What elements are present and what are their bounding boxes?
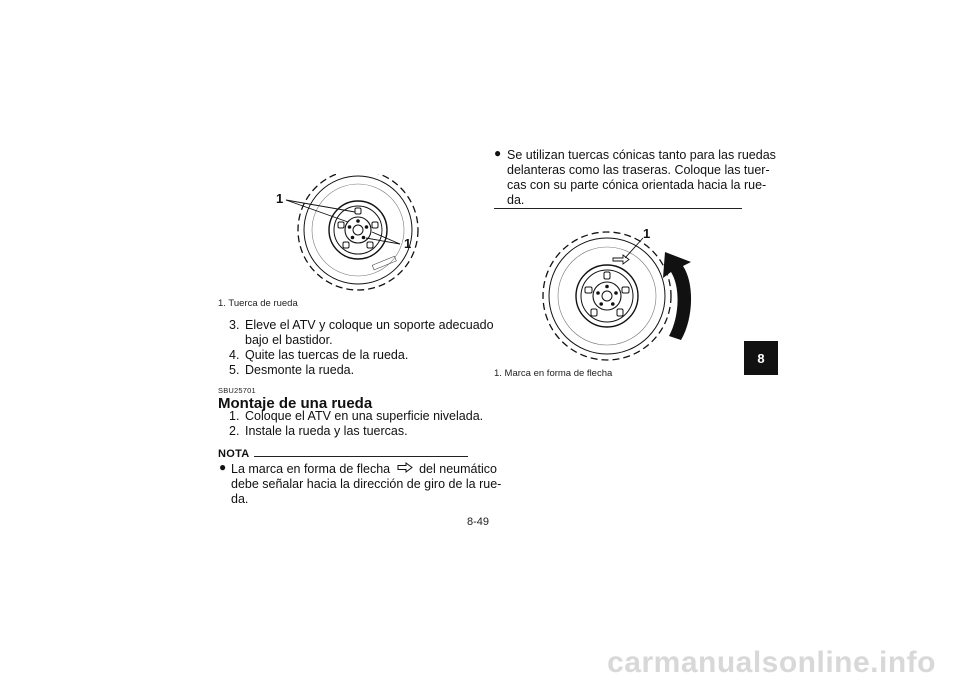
step-number: 4. — [229, 348, 240, 362]
nota-rule — [254, 456, 468, 457]
nota-text: del neumático — [419, 462, 497, 476]
page-number: 8-49 — [467, 516, 490, 528]
bullet-icon: ● — [219, 460, 227, 474]
callout-number-1: 1 — [643, 226, 651, 241]
step-3-cont — [245, 333, 333, 348]
figure1-caption: 1. Tuerca de rueda — [218, 298, 298, 309]
note-end-rule — [494, 208, 742, 209]
step-text: Eleve el ATV y coloque un soporte adecuado — [245, 318, 494, 332]
conic-line-4: da. — [507, 193, 525, 207]
section-title: Montaje de una rueda — [218, 395, 373, 412]
step-text: Quite las tuercas de la rueda. — [245, 348, 409, 362]
watermark-text: carmanualsonline.info — [607, 646, 936, 679]
step-3 — [229, 318, 494, 333]
step-text: Coloque el ATV en una superficie nivelada. — [245, 409, 484, 423]
nota-bullet-text — [231, 462, 502, 507]
nota-line-3: da. — [231, 492, 249, 506]
rotation-arrow-figure — [535, 224, 715, 364]
section-code: SBU25701 — [218, 386, 256, 395]
step-text: Desmonte la rueda. — [245, 363, 355, 377]
step-number: 5. — [229, 363, 240, 377]
conic-line-2: delanteras como las traseras. Coloque las tuer- — [507, 163, 770, 177]
nota-line-2: debe señalar hacia la dirección de giro de la rue- — [231, 477, 502, 491]
nota-text: La marca en forma de flecha — [231, 462, 391, 476]
step-2 — [229, 424, 408, 439]
bullet-icon: ● — [494, 146, 502, 160]
steps-list-a — [229, 318, 494, 378]
step-number: 1. — [229, 409, 240, 423]
step-1 — [229, 409, 483, 424]
callout-number-1b: 1 — [404, 236, 412, 251]
conic-line-3: cas con su parte cónica orientada hacia la rue- — [507, 178, 767, 192]
wheel-illustration — [270, 174, 430, 294]
figure2-caption: 1. Marca en forma de flecha — [494, 368, 613, 379]
wheel-nut-figure — [270, 174, 430, 294]
wheel-illustration — [535, 224, 715, 364]
step-number: 3. — [229, 318, 240, 332]
watermark — [0, 646, 960, 680]
step-4 — [229, 348, 408, 363]
conic-line-1: Se utilizan tuercas cónicas tanto para las ruedas — [507, 148, 776, 162]
step-number: 2. — [229, 424, 240, 438]
step-text: bajo el bastidor. — [245, 333, 333, 347]
nota-line-1 — [231, 462, 497, 477]
step-5 — [229, 363, 354, 378]
step-text: Instale la rueda y las tuercas. — [245, 424, 408, 438]
callout-number-1: 1 — [276, 191, 284, 206]
steps-list-b — [229, 409, 484, 439]
arrow-mark-icon — [394, 462, 416, 477]
nota-label: NOTA — [218, 448, 250, 460]
chapter-tab: 8 — [744, 341, 778, 375]
conic-nuts-text — [507, 148, 776, 208]
